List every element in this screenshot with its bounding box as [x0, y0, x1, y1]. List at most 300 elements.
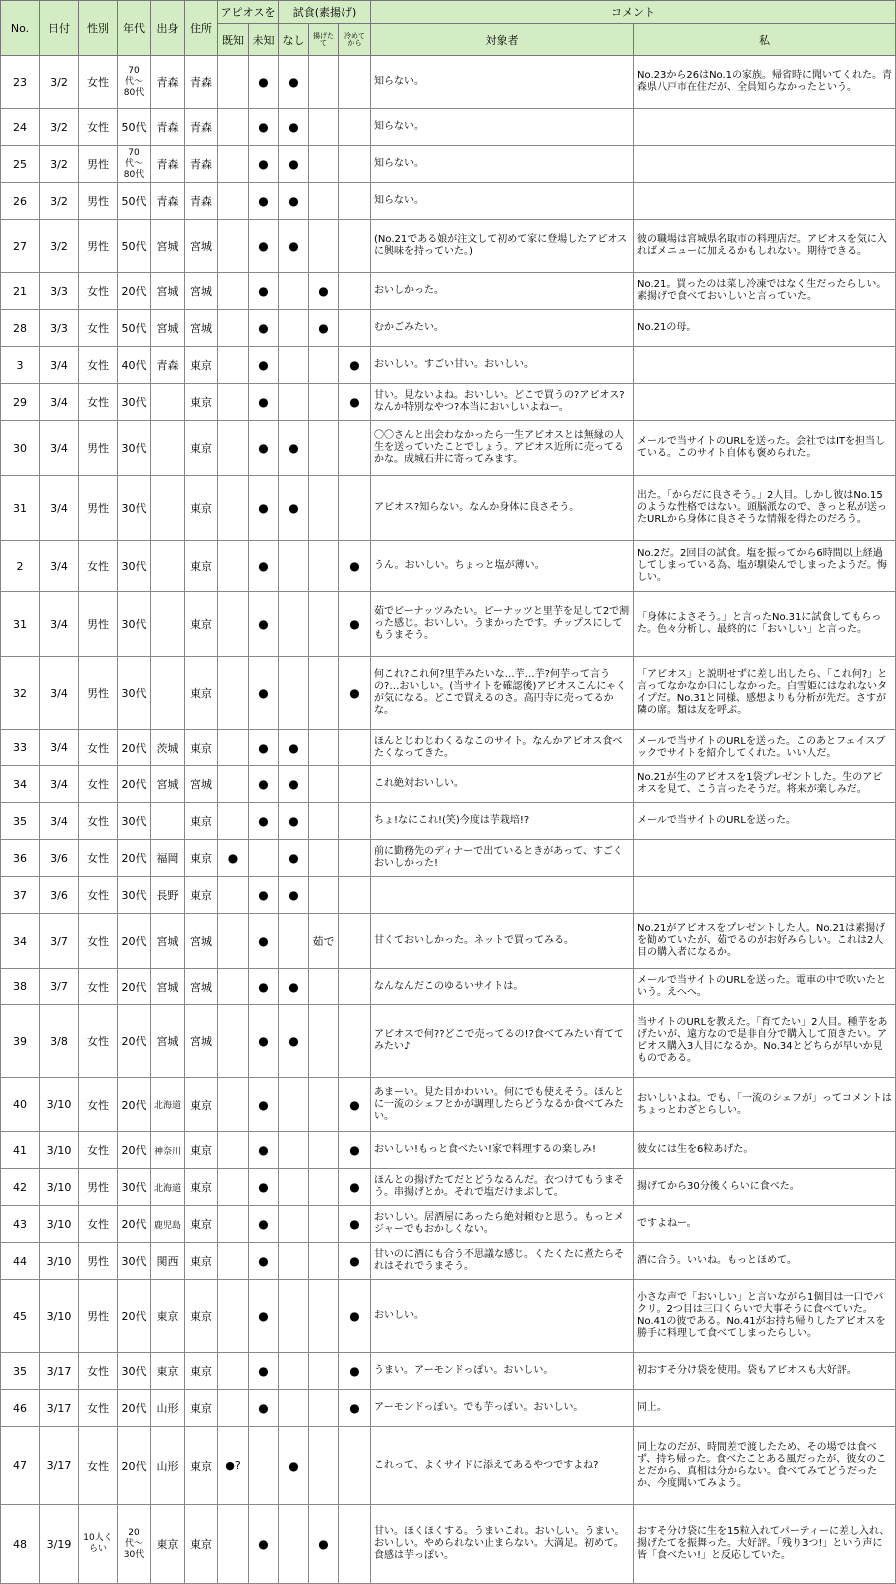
row-no: 25	[1, 146, 40, 183]
row-date: 3/10	[40, 1280, 79, 1353]
row-fresh-fried	[309, 969, 339, 1005]
row-address: 宮城	[185, 914, 218, 969]
row-known	[218, 1132, 249, 1169]
row-unknown: ●	[249, 421, 279, 476]
row-subject-comment: アピオスで何??どこで売ってるの!?食べてみたい育ててみたい♪	[371, 1005, 634, 1078]
row-cooled	[339, 840, 371, 877]
row-cooled	[339, 1505, 371, 1584]
row-none: ●	[279, 146, 309, 183]
table-row	[1, 146, 896, 183]
row-subject-comment: 知らない。	[371, 56, 634, 109]
row-address: 宮城	[185, 220, 218, 273]
row-address: 宮城	[185, 273, 218, 310]
row-subject-comment: ちょ!なにこれ!(笑)今度は芋栽培!?	[371, 803, 634, 840]
row-origin	[151, 803, 185, 840]
row-unknown: ●	[249, 1206, 279, 1243]
row-origin: 宮城	[151, 273, 185, 310]
row-known	[218, 1206, 249, 1243]
row-subject-comment: おいしかった。	[371, 273, 634, 310]
row-address: 東京	[185, 1280, 218, 1353]
row-address: 東京	[185, 1169, 218, 1206]
row-age: 70代〜80代	[118, 146, 151, 183]
row-none	[279, 310, 309, 347]
row-fresh-fried	[309, 541, 339, 592]
header-fresh-fried: 揚げたて	[309, 24, 339, 56]
row-cooled	[339, 220, 371, 273]
row-fresh-fried	[309, 1280, 339, 1353]
row-no: 3	[1, 347, 40, 384]
row-subject-comment: アーモンドっぽい。でも芋っぽい。おいしい。	[371, 1390, 634, 1427]
row-address: 東京	[185, 730, 218, 766]
row-no: 24	[1, 109, 40, 146]
row-fresh-fried	[309, 766, 339, 803]
row-address: 東京	[185, 592, 218, 657]
row-age: 20代	[118, 1005, 151, 1078]
row-origin: 宮城	[151, 766, 185, 803]
table-row	[1, 730, 896, 766]
row-unknown: ●	[249, 1005, 279, 1078]
row-address: 宮城	[185, 310, 218, 347]
table-row	[1, 476, 896, 541]
row-date: 3/10	[40, 1206, 79, 1243]
row-subject-comment: 茹でピーナッツみたい。ピーナッツと里芋を足して2で割った感じ。おいしい。うまかったです。チップスにしてもうまそう。	[371, 592, 634, 657]
row-none	[279, 1280, 309, 1353]
row-address: 東京	[185, 1243, 218, 1280]
row-known	[218, 1169, 249, 1206]
row-address: 東京	[185, 1132, 218, 1169]
row-gender: 女性	[79, 1206, 118, 1243]
row-fresh-fried	[309, 384, 339, 421]
row-no: 46	[1, 1390, 40, 1427]
row-my-comment	[634, 109, 896, 146]
row-age: 20代	[118, 969, 151, 1005]
row-origin: 青森	[151, 109, 185, 146]
table-row	[1, 56, 896, 109]
row-my-comment: No.21がアピオスをプレゼントした人。No.21は素揚げを勧めていたが、茹でるのがお好みらしい。これは2人目の購入者になるか。	[634, 914, 896, 969]
row-age: 70代〜80代	[118, 56, 151, 109]
row-unknown: ●	[249, 1169, 279, 1206]
row-gender: 女性	[79, 541, 118, 592]
row-date: 3/4	[40, 730, 79, 766]
row-origin: 青森	[151, 347, 185, 384]
row-cooled	[339, 273, 371, 310]
row-subject-comment: 甘い。ほくほくする。うまいこれ。おいしい。うまい。おいしい。やめられない止まらない。大満足。初めて。食感は芋っぽい。	[371, 1505, 634, 1584]
row-cooled	[339, 766, 371, 803]
row-none: ●	[279, 1005, 309, 1078]
row-fresh-fried	[309, 421, 339, 476]
row-unknown: ●	[249, 1505, 279, 1584]
row-unknown: ●	[249, 146, 279, 183]
row-known	[218, 220, 249, 273]
table-row	[1, 657, 896, 730]
row-my-comment: メールで当サイトのURLを送った。	[634, 803, 896, 840]
row-fresh-fried	[309, 592, 339, 657]
header-me: 私	[634, 24, 896, 56]
row-no: 31	[1, 476, 40, 541]
row-none: ●	[279, 109, 309, 146]
row-gender: 女性	[79, 840, 118, 877]
row-gender: 女性	[79, 1005, 118, 1078]
row-address: 東京	[185, 1390, 218, 1427]
row-age: 20代	[118, 1427, 151, 1505]
row-my-comment: メールで当サイトのURLを送った。会社ではITを担当している。このサイト自体も褒められた。	[634, 421, 896, 476]
table-row	[1, 1078, 896, 1132]
row-date: 3/6	[40, 877, 79, 914]
row-known	[218, 476, 249, 541]
row-unknown: ●	[249, 1243, 279, 1280]
row-age: 20代	[118, 914, 151, 969]
row-origin: 神奈川	[151, 1132, 185, 1169]
row-subject-comment: (No.21である娘が注文して初めて家に登場したアピオスに興味を持っていた。)	[371, 220, 634, 273]
row-address: 東京	[185, 1353, 218, 1390]
row-none	[279, 1206, 309, 1243]
table-row	[1, 273, 896, 310]
row-gender: 男性	[79, 146, 118, 183]
row-origin: 福岡	[151, 840, 185, 877]
table-row	[1, 1390, 896, 1427]
row-none: ●	[279, 840, 309, 877]
row-my-comment: メールで当サイトのURLを送った。電車の中で吹いたという。えへへ。	[634, 969, 896, 1005]
header-unknown: 未知	[249, 24, 279, 56]
row-address: 東京	[185, 657, 218, 730]
row-known	[218, 1353, 249, 1390]
row-gender: 女性	[79, 914, 118, 969]
row-my-comment: 同上。	[634, 1390, 896, 1427]
row-my-comment: No.21の母。	[634, 310, 896, 347]
row-my-comment: ですよねー。	[634, 1206, 896, 1243]
table-row	[1, 1280, 896, 1353]
row-date: 3/4	[40, 766, 79, 803]
row-known	[218, 183, 249, 220]
row-fresh-fried	[309, 109, 339, 146]
row-origin: 宮城	[151, 969, 185, 1005]
row-gender: 女性	[79, 730, 118, 766]
row-age: 20代	[118, 1206, 151, 1243]
table-row	[1, 310, 896, 347]
row-address: 青森	[185, 183, 218, 220]
row-unknown: ●	[249, 592, 279, 657]
row-known	[218, 1280, 249, 1353]
row-subject-comment	[371, 877, 634, 914]
table-row	[1, 1169, 896, 1206]
row-subject-comment: これ絶対おいしい。	[371, 766, 634, 803]
row-my-comment: No.2だ。2回目の試食。塩を振ってから6時間以上経過してしまっている為、塩が馴染んでしまったようだ。悔しい。	[634, 541, 896, 592]
row-cooled	[339, 476, 371, 541]
row-no: 34	[1, 766, 40, 803]
table-row	[1, 840, 896, 877]
row-my-comment	[634, 347, 896, 384]
row-date: 3/4	[40, 541, 79, 592]
row-none: ●	[279, 220, 309, 273]
row-address: 宮城	[185, 766, 218, 803]
row-subject-comment: 〇〇さんと出会わなかったら一生アピオスとは無縁の人生を送っていたことでしょう。アピオス近所に売ってるかな。成城石井に寄ってみます。	[371, 421, 634, 476]
row-no: 26	[1, 183, 40, 220]
row-fresh-fried	[309, 476, 339, 541]
row-no: 45	[1, 1280, 40, 1353]
row-gender: 女性	[79, 766, 118, 803]
row-address: 東京	[185, 840, 218, 877]
row-my-comment	[634, 384, 896, 421]
row-subject-comment: 前に勤務先のディナーで出ているときがあって、すごくおいしかった!	[371, 840, 634, 877]
row-subject-comment: 何これ?これ何?里芋みたいな…芋…芋?何芋って言うの?…おいしい。(当サイトを確認後)アピオスこんにゃくが気になる。どこで買えるのさ。高円寺に売ってるかな。	[371, 657, 634, 730]
row-my-comment: 出た。「からだに良さそう。」2人目。しかし彼はNo.15のような性格ではない。頭脳派なので、きっと私が送ったURLから身体に良さそうな情報を得たのだろう。	[634, 476, 896, 541]
row-known	[218, 1243, 249, 1280]
table-row	[1, 220, 896, 273]
row-known	[218, 1505, 249, 1584]
row-none: ●	[279, 803, 309, 840]
row-known	[218, 384, 249, 421]
row-origin	[151, 476, 185, 541]
row-fresh-fried: ●	[309, 273, 339, 310]
row-age: 30代	[118, 1243, 151, 1280]
row-fresh-fried	[309, 1132, 339, 1169]
row-gender: 男性	[79, 183, 118, 220]
table-row	[1, 877, 896, 914]
row-address: 東京	[185, 877, 218, 914]
row-address: 青森	[185, 56, 218, 109]
row-none: ●	[279, 56, 309, 109]
table-row	[1, 1132, 896, 1169]
row-my-comment: No.21。買ったのは菜し冷凍ではなく生だったらしい。素揚げで食べておいしいと言っていた。	[634, 273, 896, 310]
row-no: 39	[1, 1005, 40, 1078]
table-row	[1, 1353, 896, 1390]
row-known	[218, 877, 249, 914]
row-fresh-fried	[309, 183, 339, 220]
row-address: 青森	[185, 146, 218, 183]
row-my-comment: No.21が生のアピオスを1袋プレゼントした。生のアピオスを見て、こう言ったそうだ。将来が楽しみだ。	[634, 766, 896, 803]
row-fresh-fried	[309, 1353, 339, 1390]
row-date: 3/2	[40, 183, 79, 220]
row-subject-comment: これって、よくサイドに添えてあるやつですよね?	[371, 1427, 634, 1505]
row-known	[218, 592, 249, 657]
row-address: 宮城	[185, 969, 218, 1005]
row-unknown: ●	[249, 56, 279, 109]
row-no: 47	[1, 1427, 40, 1505]
table-row	[1, 1206, 896, 1243]
row-subject-comment: うん。おいしい。ちょっと塩が薄い。	[371, 541, 634, 592]
table-row	[1, 1505, 896, 1584]
row-address: 東京	[185, 541, 218, 592]
row-date: 3/4	[40, 657, 79, 730]
row-subject-comment: 知らない。	[371, 146, 634, 183]
row-unknown	[249, 840, 279, 877]
row-my-comment: 「アピオス」と説明せずに差し出したら、「これ何?」と言ってなかなか口にしなかった。白雪姫にはなれないタイプだ。No.31と同様、感想よりも分析が先だ。さすが隣の席。類は友を呼ぶ。	[634, 657, 896, 730]
row-date: 3/4	[40, 476, 79, 541]
row-fresh-fried	[309, 1169, 339, 1206]
table-row	[1, 109, 896, 146]
row-unknown: ●	[249, 1390, 279, 1427]
row-age: 30代	[118, 803, 151, 840]
row-date: 3/10	[40, 1078, 79, 1132]
row-no: 33	[1, 730, 40, 766]
row-date: 3/2	[40, 220, 79, 273]
row-age: 40代	[118, 347, 151, 384]
row-no: 36	[1, 840, 40, 877]
row-date: 3/2	[40, 146, 79, 183]
row-date: 3/4	[40, 803, 79, 840]
row-fresh-fried	[309, 1078, 339, 1132]
row-cooled	[339, 969, 371, 1005]
header-age: 年代	[118, 1, 151, 56]
row-gender: 女性	[79, 1078, 118, 1132]
row-gender: 女性	[79, 1132, 118, 1169]
row-known	[218, 657, 249, 730]
row-none	[279, 273, 309, 310]
header-subject: 対象者	[371, 24, 634, 56]
row-date: 3/3	[40, 310, 79, 347]
row-cooled: ●	[339, 1206, 371, 1243]
row-known	[218, 310, 249, 347]
row-gender: 女性	[79, 877, 118, 914]
row-date: 3/2	[40, 109, 79, 146]
row-origin: 山形	[151, 1390, 185, 1427]
row-unknown: ●	[249, 220, 279, 273]
row-none	[279, 1390, 309, 1427]
row-no: 43	[1, 1206, 40, 1243]
row-gender: 女性	[79, 1390, 118, 1427]
row-date: 3/4	[40, 384, 79, 421]
row-known	[218, 1078, 249, 1132]
row-known	[218, 914, 249, 969]
table-row	[1, 421, 896, 476]
row-none: ●	[279, 1427, 309, 1505]
row-none	[279, 1243, 309, 1280]
row-cooled: ●	[339, 1078, 371, 1132]
row-origin: 宮城	[151, 220, 185, 273]
row-date: 3/2	[40, 56, 79, 109]
row-no: 38	[1, 969, 40, 1005]
row-fresh-fried	[309, 1206, 339, 1243]
row-no: 30	[1, 421, 40, 476]
row-no: 34	[1, 914, 40, 969]
row-subject-comment: アピオス?知らない。なんか身体に良さそう。	[371, 476, 634, 541]
table-row	[1, 914, 896, 969]
row-fresh-fried	[309, 56, 339, 109]
row-cooled: ●	[339, 541, 371, 592]
row-origin: 東京	[151, 1280, 185, 1353]
row-fresh-fried	[309, 1005, 339, 1078]
row-unknown: ●	[249, 183, 279, 220]
row-gender: 女性	[79, 1427, 118, 1505]
row-my-comment	[634, 146, 896, 183]
row-gender: 女性	[79, 803, 118, 840]
row-cooled	[339, 310, 371, 347]
row-no: 41	[1, 1132, 40, 1169]
row-unknown: ●	[249, 914, 279, 969]
row-origin	[151, 657, 185, 730]
row-no: 42	[1, 1169, 40, 1206]
row-my-comment: おいしいよね。でも、「一流のシェフが」ってコメントはちょっとわざとらしい。	[634, 1078, 896, 1132]
row-address: 東京	[185, 1206, 218, 1243]
table-row	[1, 1427, 896, 1505]
row-unknown: ●	[249, 347, 279, 384]
row-date: 3/10	[40, 1243, 79, 1280]
row-unknown: ●	[249, 1132, 279, 1169]
table-row	[1, 1005, 896, 1078]
row-fresh-fried	[309, 840, 339, 877]
row-no: 21	[1, 273, 40, 310]
row-age: 20代	[118, 1078, 151, 1132]
row-origin: 関西	[151, 1243, 185, 1280]
row-unknown: ●	[249, 1078, 279, 1132]
row-known: ●	[218, 840, 249, 877]
row-address: 東京	[185, 347, 218, 384]
row-known	[218, 730, 249, 766]
row-origin	[151, 384, 185, 421]
row-none: ●	[279, 421, 309, 476]
row-gender: 男性	[79, 1243, 118, 1280]
row-age: 30代	[118, 476, 151, 541]
row-age: 30代	[118, 657, 151, 730]
row-origin: 東京	[151, 1505, 185, 1584]
row-cooled: ●	[339, 1132, 371, 1169]
row-no: 28	[1, 310, 40, 347]
row-unknown: ●	[249, 730, 279, 766]
row-fresh-fried	[309, 730, 339, 766]
row-none	[279, 1078, 309, 1132]
row-known	[218, 421, 249, 476]
row-fresh-fried: 茹で	[309, 914, 339, 969]
row-age: 20代〜30代	[118, 1505, 151, 1584]
row-age: 50代	[118, 109, 151, 146]
row-gender: 女性	[79, 273, 118, 310]
row-subject-comment: ほんとじわじわくるなこのサイト。なんかアピオス食べたくなってきた。	[371, 730, 634, 766]
row-age: 30代	[118, 384, 151, 421]
row-my-comment	[634, 877, 896, 914]
row-origin	[151, 421, 185, 476]
row-none	[279, 1505, 309, 1584]
row-unknown: ●	[249, 384, 279, 421]
row-gender: 男性	[79, 657, 118, 730]
table-row	[1, 969, 896, 1005]
row-subject-comment: おいしい。すごい甘い。おいしい。	[371, 347, 634, 384]
row-unknown: ●	[249, 657, 279, 730]
row-known	[218, 56, 249, 109]
row-none: ●	[279, 766, 309, 803]
row-known	[218, 347, 249, 384]
row-fresh-fried	[309, 220, 339, 273]
row-gender: 女性	[79, 347, 118, 384]
row-subject-comment: なんなんだこのゆるいサイトは。	[371, 969, 634, 1005]
row-none	[279, 347, 309, 384]
row-origin	[151, 541, 185, 592]
row-cooled	[339, 730, 371, 766]
row-origin: 茨城	[151, 730, 185, 766]
row-date: 3/4	[40, 421, 79, 476]
row-my-comment: 同上なのだが、時間差で渡したため、その場では食べず、持ち帰った。食べたことある風だったが、彼女のことだから、真相は分からない。食べてみてどうだったか、今度聞いてみよう。	[634, 1427, 896, 1505]
row-known	[218, 766, 249, 803]
header-date: 日付	[40, 1, 79, 56]
row-known	[218, 146, 249, 183]
row-gender: 女性	[79, 109, 118, 146]
row-address: 東京	[185, 421, 218, 476]
row-my-comment: 揚げてから30分後くらいに食べた。	[634, 1169, 896, 1206]
row-unknown: ●	[249, 877, 279, 914]
row-address: 宮城	[185, 1005, 218, 1078]
row-cooled	[339, 877, 371, 914]
row-address: 東京	[185, 476, 218, 541]
row-origin: 鹿児島	[151, 1206, 185, 1243]
row-cooled	[339, 56, 371, 109]
row-unknown	[249, 1427, 279, 1505]
row-none: ●	[279, 476, 309, 541]
row-my-comment: 彼の職場は宮城県名取市の料理店だ。アピオスを気に入ればメニューに加えるかもしれない。期待できる。	[634, 220, 896, 273]
row-age: 20代	[118, 1132, 151, 1169]
row-my-comment: 当サイトのURLを教えた。「育てたい」2人目。種芋をあげたいが、遠方なので是非自分で購入して頂きたい。アピオス購入3人目になるか。No.34とどちらが早いか見ものである。	[634, 1005, 896, 1078]
row-my-comment: 「身体によさそう。」と言ったNo.31に試食してもらった。色々分析し、最終的に「おいしい」と言った。	[634, 592, 896, 657]
row-subject-comment: むかごみたい。	[371, 310, 634, 347]
row-my-comment	[634, 840, 896, 877]
